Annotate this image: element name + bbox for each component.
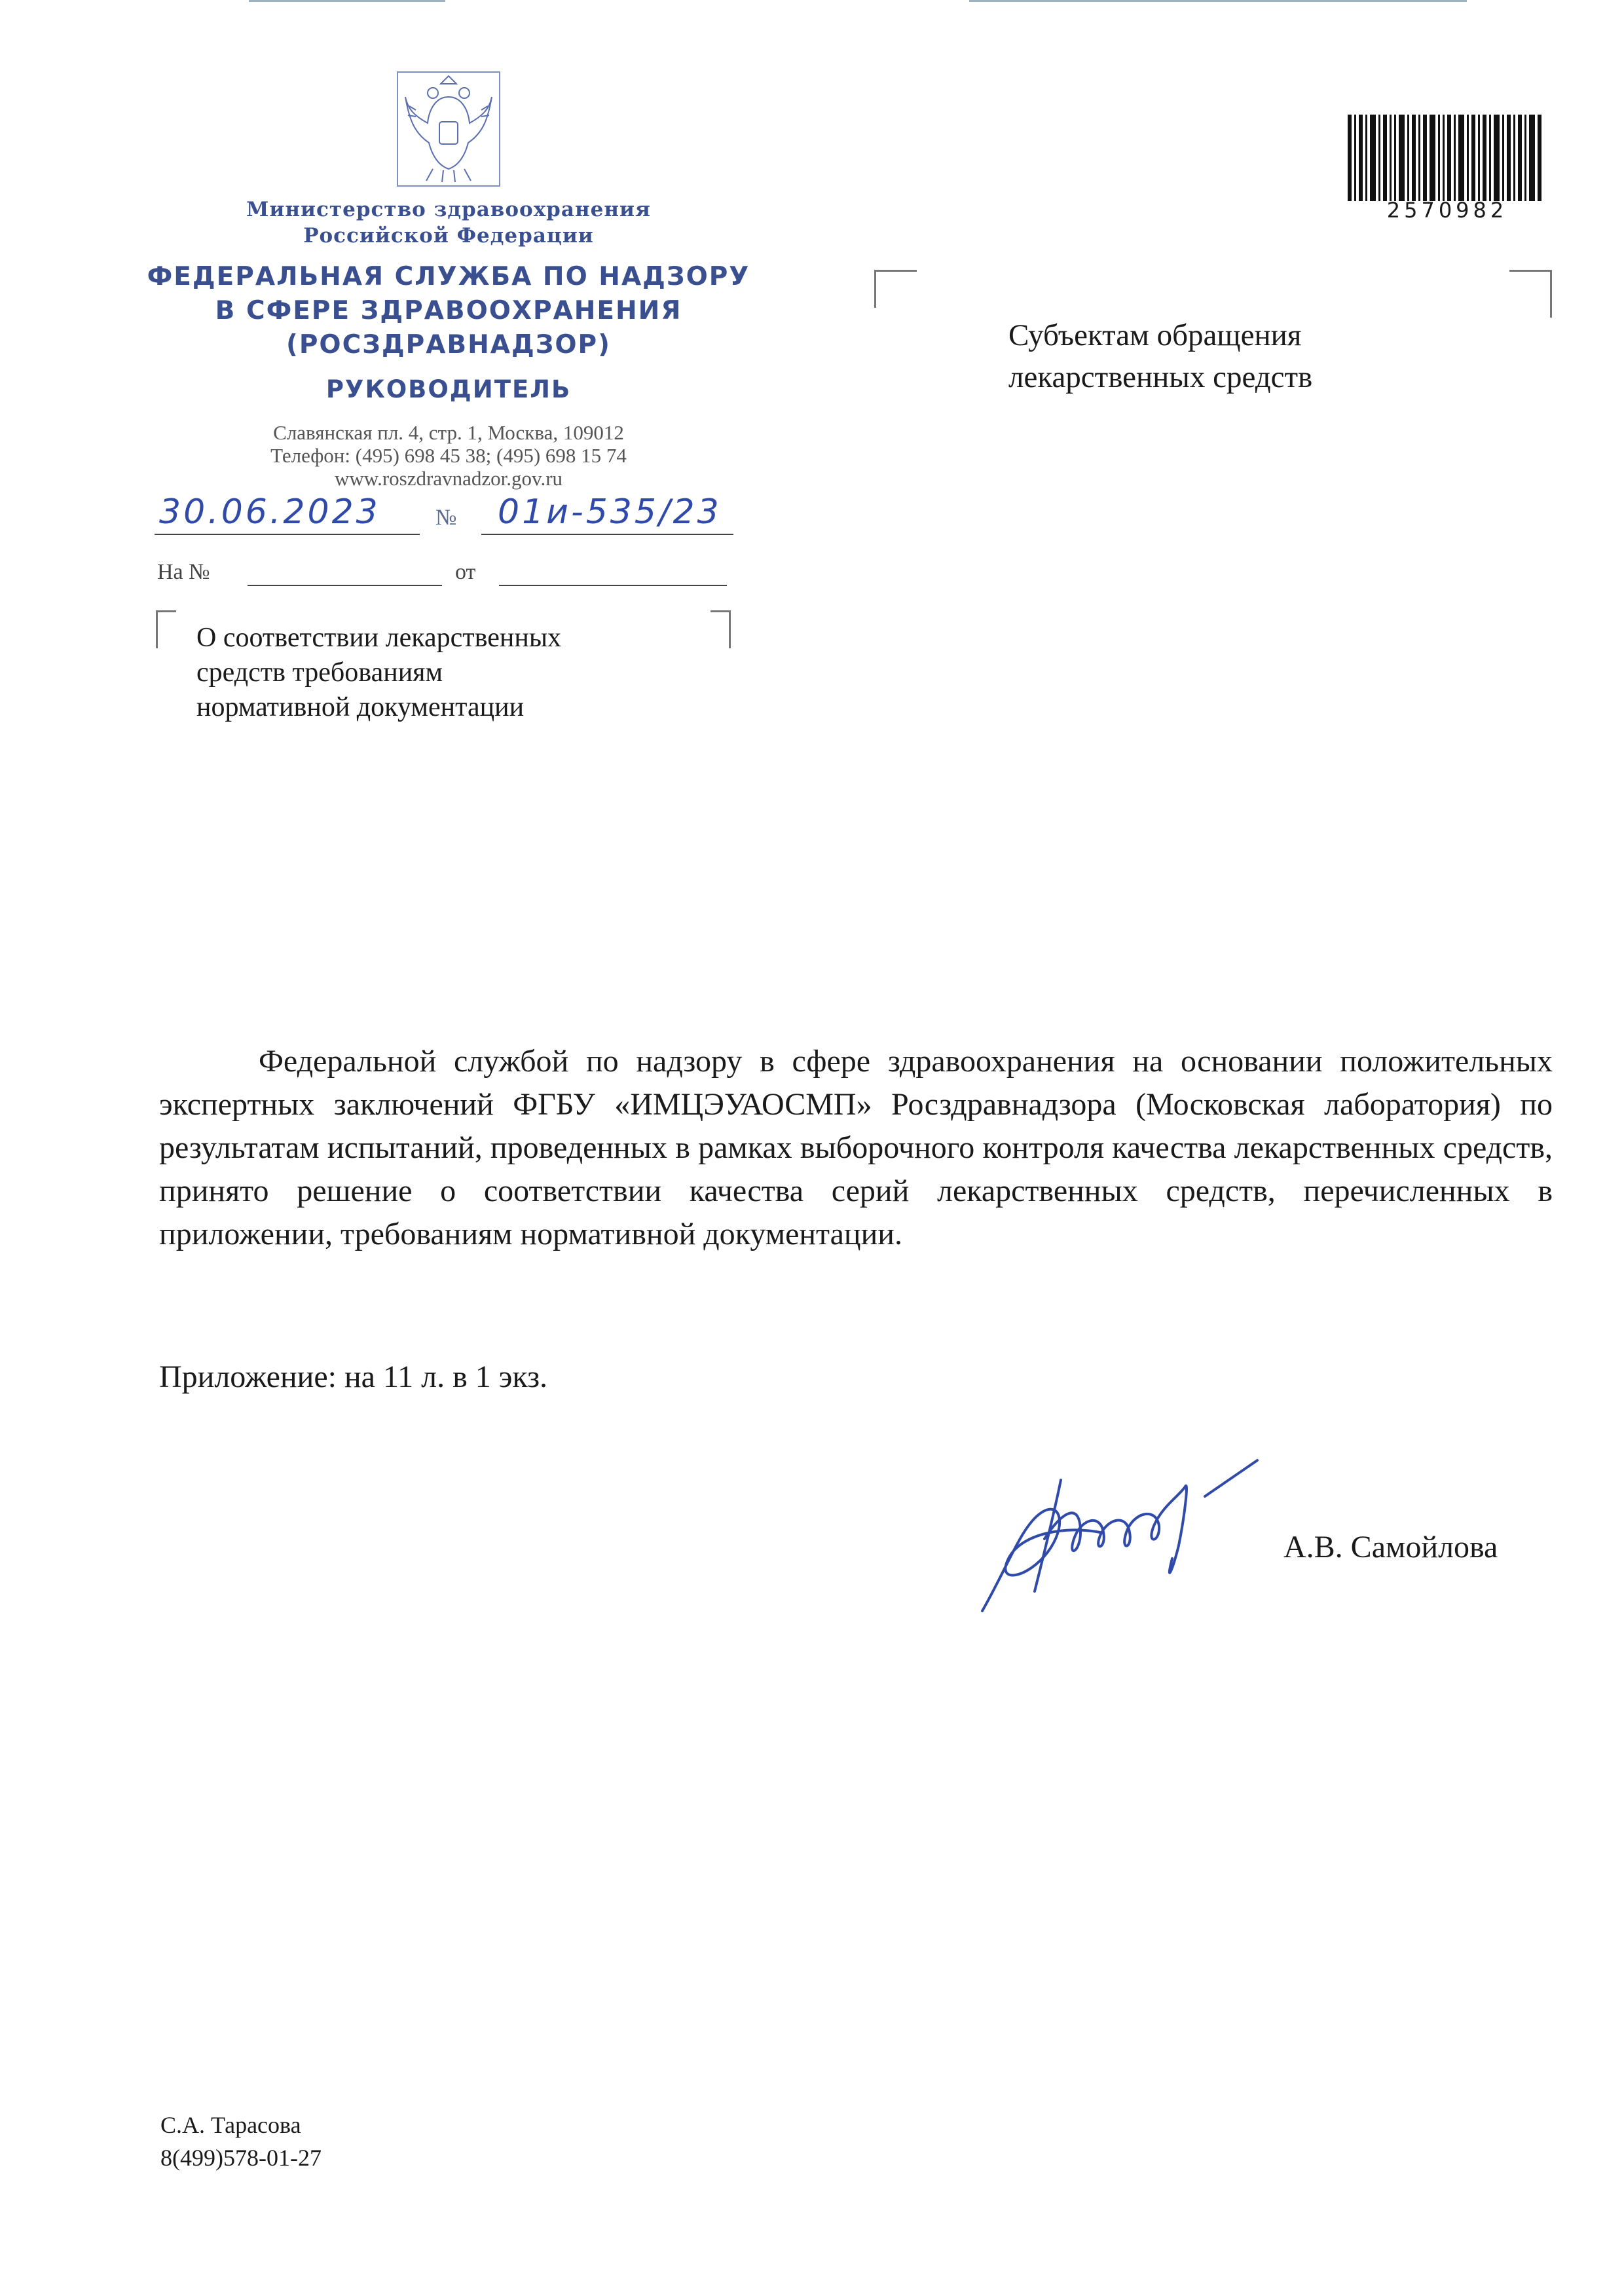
addressee-corner-right: [1509, 270, 1552, 318]
subject-corner-left: [156, 610, 176, 648]
address-street: Славянская пл. 4, стр. 1, Москва, 109012: [273, 421, 624, 444]
appendix-note: Приложение: на 11 л. в 1 экз.: [159, 1359, 548, 1394]
number-underline: [481, 534, 733, 535]
subject-line-3: нормативной документации: [196, 692, 525, 722]
executor-name: С.А. Тарасова: [160, 2112, 301, 2138]
subject-line-1: О соответствии лекарственных: [196, 623, 562, 653]
scan-edge-mark: [969, 0, 1467, 2]
coat-of-arms-emblem: [396, 71, 501, 187]
number-sign: №: [435, 506, 457, 530]
address-block: [170, 421, 727, 490]
ministry-line-1: Министерство здравоохранения: [246, 198, 651, 221]
addressee: [1008, 314, 1467, 398]
signer-name: А.В. Самойлова: [1283, 1530, 1498, 1564]
address-site: www.roszdravnadzor.gov.ru: [334, 467, 563, 490]
service-name: [124, 260, 773, 362]
head-role: РУКОВОДИТЕЛЬ: [325, 375, 572, 403]
addressee-line-2: лекарственных средств: [1008, 360, 1313, 394]
barcode-number: 2570982: [1386, 198, 1508, 223]
addressee-corner-left: [874, 270, 917, 308]
subject-text: [196, 621, 694, 725]
reply-date-underline: [499, 585, 727, 586]
reply-label: На №: [157, 560, 210, 584]
reply-from-label: от: [455, 560, 476, 584]
ministry-name: [170, 196, 727, 249]
subject-corner-right: [710, 610, 731, 648]
address-phone: Телефон: (495) 698 45 38; (495) 698 15 74: [270, 444, 627, 467]
barcode: [1348, 115, 1543, 201]
addressee-line-1: Субъектам обращения: [1008, 318, 1302, 352]
date-underline: [155, 534, 420, 535]
registration-date: 30.06.2023: [159, 492, 380, 532]
executor-block: [160, 2109, 322, 2174]
letter-body: Федеральной службой по надзору в сфере здравоохранения на основании положительных экспертных заключений ФГБУ «ИМЦЭУАОСМП» Росздравнадзора (Московская лаборатория) по результатам испытаний, проведенных в рамках выборочного контроля качества лекарственных средств, принято решение о соответствии качества серий лекарственных средств, перечисленных в приложении, требованиям нормативной документации.: [159, 1044, 1553, 1251]
reply-number-underline: [248, 585, 442, 586]
executor-phone: 8(499)578-01-27: [160, 2145, 322, 2171]
registration-number: 01и-535/23: [498, 492, 722, 532]
service-line-3: (РОСЗДРАВНАДЗОР): [286, 330, 611, 360]
service-line-1: ФЕДЕРАЛЬНАЯ СЛУЖБА ПО НАДЗОРУ: [147, 262, 750, 291]
scan-edge-mark: [249, 0, 445, 2]
service-line-2: В СФЕРЕ ЗДРАВООХРАНЕНИЯ: [215, 296, 682, 325]
subject-line-2: средств требованиям: [196, 657, 443, 688]
ministry-line-2: Российской Федерации: [303, 224, 594, 248]
